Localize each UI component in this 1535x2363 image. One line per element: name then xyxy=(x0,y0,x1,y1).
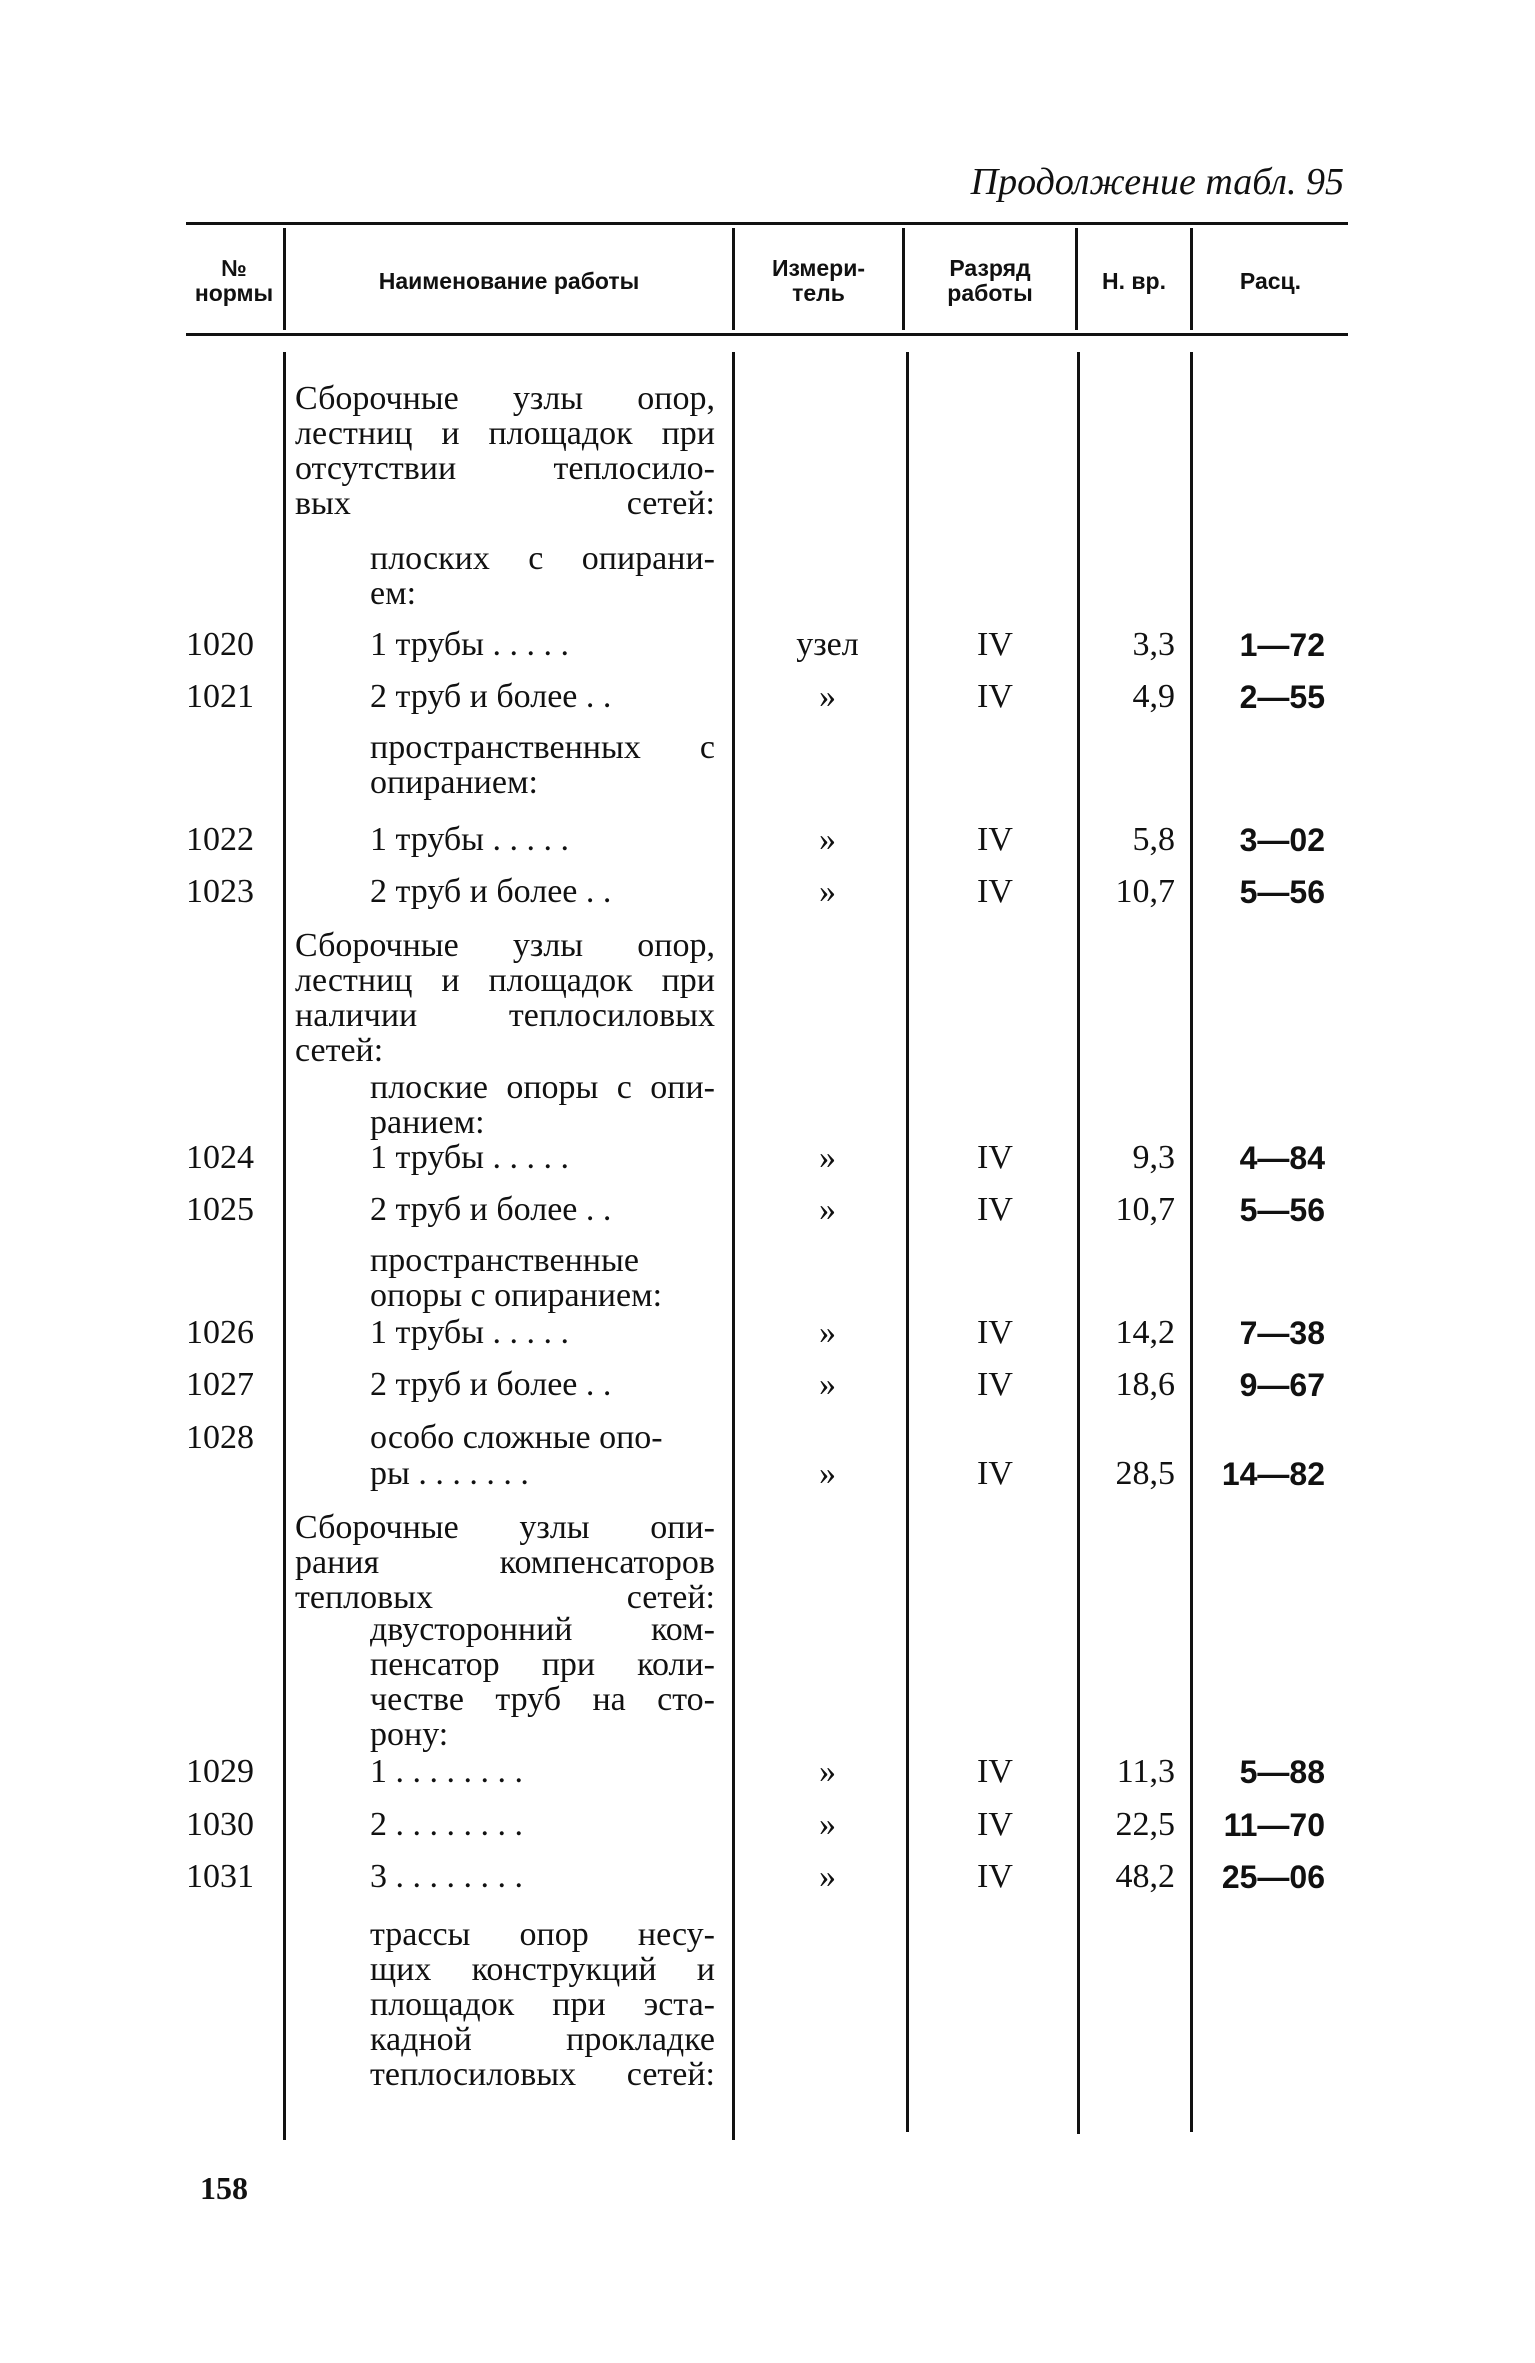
norm-number: 1027 xyxy=(186,1366,254,1403)
group-heading: Сборочные узлы опор, лестниц и площадок при отсутствии теплосило- вых сетей: xyxy=(295,380,715,522)
rate: 5—56 xyxy=(1239,1192,1325,1228)
time-norm: 14,2 xyxy=(1115,1314,1175,1351)
group-heading: Сборочные узлы опи- рания компенсаторов тепловых сетей: xyxy=(295,1509,715,1616)
time-norm: 18,6 xyxy=(1115,1366,1175,1403)
header-work-name: Наименование работы xyxy=(378,267,640,294)
work-name-continuation: ры . . . . . . . xyxy=(370,1455,529,1492)
work-name: особо сложные опо- xyxy=(370,1419,663,1456)
rate: 14—82 xyxy=(1221,1456,1325,1492)
grade: IV xyxy=(977,1314,1013,1351)
unit: » xyxy=(819,1806,836,1843)
work-name: 2 труб и более . . xyxy=(370,1191,612,1228)
time-norm: 3,3 xyxy=(1132,626,1175,663)
rate: 7—38 xyxy=(1239,1315,1325,1351)
header-grade: Разряд работы xyxy=(947,255,1033,306)
unit: » xyxy=(819,1858,836,1895)
rate: 4—84 xyxy=(1239,1140,1325,1176)
time-norm: 10,7 xyxy=(1115,1191,1175,1228)
unit: » xyxy=(819,1366,836,1403)
grade: IV xyxy=(977,873,1013,910)
table-caption: Продолжение табл. 95 xyxy=(970,161,1344,203)
unit: » xyxy=(819,1314,836,1351)
work-name: 1 трубы . . . . . xyxy=(370,821,570,858)
norm-number: 1023 xyxy=(186,873,254,910)
rate: 5—56 xyxy=(1239,874,1325,910)
header-rate: Расц. xyxy=(1239,267,1302,294)
group-heading: Сборочные узлы опор, лестниц и площадок при наличии теплосиловых сетей: xyxy=(295,927,715,1069)
subgroup-heading: трассы опор несу- щих конструкций и площадок при эста- кадной прокладке теплосиловых сетей: xyxy=(370,1916,715,2093)
work-name: 3 . . . . . . . . xyxy=(370,1858,523,1895)
rate: 5—88 xyxy=(1239,1754,1325,1790)
rate: 9—67 xyxy=(1239,1367,1325,1403)
work-name: 2 труб и более . . xyxy=(370,873,612,910)
time-norm: 9,3 xyxy=(1132,1139,1175,1176)
time-norm: 10,7 xyxy=(1115,873,1175,910)
grade: IV xyxy=(977,821,1013,858)
norm-number: 1028 xyxy=(186,1419,254,1456)
unit: » xyxy=(819,678,836,715)
grade: IV xyxy=(977,1753,1013,1790)
norm-number: 1025 xyxy=(186,1191,254,1228)
work-name: 1 трубы . . . . . xyxy=(370,1314,570,1351)
unit: » xyxy=(819,1455,836,1492)
rate: 2—55 xyxy=(1239,679,1325,715)
norm-number: 1021 xyxy=(186,678,254,715)
norm-number: 1024 xyxy=(186,1139,254,1176)
unit: » xyxy=(819,1753,836,1790)
work-name: 2 труб и более . . xyxy=(370,1366,612,1403)
time-norm: 5,8 xyxy=(1132,821,1175,858)
work-name: 2 труб и более . . xyxy=(370,678,612,715)
grade: IV xyxy=(977,1191,1013,1228)
unit: » xyxy=(819,873,836,910)
page-number: 158 xyxy=(200,2170,248,2206)
rate: 3—02 xyxy=(1239,822,1325,858)
time-norm: 28,5 xyxy=(1115,1455,1175,1492)
norm-number: 1031 xyxy=(186,1858,254,1895)
work-name: 2 . . . . . . . . xyxy=(370,1806,523,1843)
norm-number: 1026 xyxy=(186,1314,254,1351)
rate: 11—70 xyxy=(1223,1807,1325,1843)
work-name: 1 трубы . . . . . xyxy=(370,1139,570,1176)
time-norm: 11,3 xyxy=(1116,1753,1175,1790)
subgroup-heading: пространственных с опиранием: xyxy=(370,729,715,801)
rate: 1—72 xyxy=(1239,627,1325,663)
grade: IV xyxy=(977,678,1013,715)
header-top-rule xyxy=(186,222,1348,225)
work-name: 1 трубы . . . . . xyxy=(370,626,570,663)
rate: 25—06 xyxy=(1221,1859,1325,1895)
header-norm-number: № нормы xyxy=(194,255,274,306)
body-separator xyxy=(732,352,735,2140)
grade: IV xyxy=(977,626,1013,663)
grade: IV xyxy=(977,1366,1013,1403)
norm-number: 1022 xyxy=(186,821,254,858)
unit: » xyxy=(819,821,836,858)
norm-number: 1020 xyxy=(186,626,254,663)
subgroup-heading: плоских с опирани- ем: xyxy=(370,540,715,612)
body-separator xyxy=(283,352,286,2140)
time-norm: 48,2 xyxy=(1115,1858,1175,1895)
unit: » xyxy=(819,1139,836,1176)
time-norm: 4,9 xyxy=(1132,678,1175,715)
grade: IV xyxy=(977,1806,1013,1843)
norm-number: 1030 xyxy=(186,1806,254,1843)
header-time-norm: Н. вр. xyxy=(1102,267,1166,294)
subgroup-heading: пространственные опоры с опиранием: xyxy=(370,1242,663,1314)
grade: IV xyxy=(977,1858,1013,1895)
subgroup-heading: двусторонний ком- пенсатор при коли- честве труб на сто- рону: xyxy=(370,1611,715,1753)
work-name: 1 . . . . . . . . xyxy=(370,1753,523,1790)
grade: IV xyxy=(977,1455,1013,1492)
header-unit: Измери- тель xyxy=(771,255,866,306)
unit: » xyxy=(819,1191,836,1228)
unit: узел xyxy=(796,626,859,663)
header-bottom-rule xyxy=(186,333,1348,336)
grade: IV xyxy=(977,1139,1013,1176)
time-norm: 22,5 xyxy=(1115,1806,1175,1843)
norm-number: 1029 xyxy=(186,1753,254,1790)
subgroup-heading: плоские опоры с опи- ранием: xyxy=(370,1069,715,1141)
